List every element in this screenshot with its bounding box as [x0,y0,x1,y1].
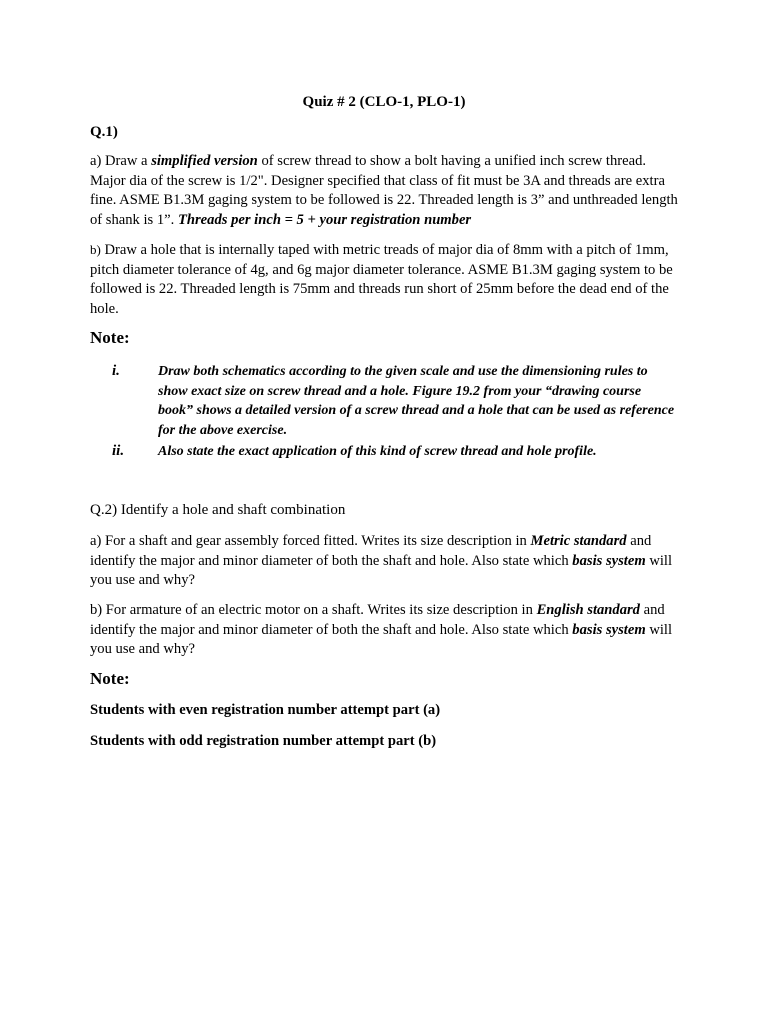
quiz-title: Quiz # 2 (CLO-1, PLO-1) [302,94,466,110]
q1-part-a [90,152,680,230]
q1-heading: Q.1) [90,124,118,140]
q2-part-a [90,532,680,591]
q1-a-label: a) [90,153,102,169]
q2-b-text-1: b) For armature of an electric motor on a shaft. Writes its size description in [90,602,537,618]
q2-a-emphasis-2: basis system [572,552,646,569]
q2-b-emphasis-1: English standard [536,602,640,618]
q2-note-heading: Note: [90,669,130,688]
note-number: i. [112,363,120,379]
q1-a-emphasis-1: simplified version [151,153,258,169]
q2-heading: Q.2) Identify a hole and shaft combination [90,502,346,518]
note-text: Also state the exact application of this kind of screw thread and hole profile. [158,444,597,459]
q1-note-heading: Note: [90,328,130,347]
note-number: ii. [112,443,125,459]
q2-b-text-3: will you use and why? [90,621,673,657]
instruction-odd: Students with odd registration number attempt part (b) [90,733,437,749]
q1-a-text-2: of screw thread to show a bolt having a unified inch screw thread. Major dia of the screw is 1/2". Designer specified that class of fit must be 3A and threads are extra fine. ASME B1.3M gaging system to be followed is 22. Threaded length is 3” and unthreaded length of shank is 1”. [90,153,678,228]
q1-b-text: Draw a hole that is internally taped with metric treads of major dia of 8mm with a pitch of 1mm, pitch diameter tolerance of 4g, and 6g major diameter tolerance. ASME B1.3M gaging system to be followed is 22. Threaded length is 75mm and threads run short of 25mm before the dead end of the hole. [90,242,673,317]
q1-a-text-1: Draw a [101,153,152,169]
note-text: Draw both schematics according to the given scale and use the dimensioning rules to show exact size on screw thread and a hole. Figure 19.2 from your “drawing course book” shows a detailed version of a screw thread and a hole that can be used as reference for the above exercise. [158,364,675,438]
q2-a-text-1: a) For a shaft and gear assembly forced fitted. Writes its size description in [90,533,531,549]
q1-b-label: b) [90,242,101,257]
q2-b-text-2: and identify the major and minor diameter of both the shaft and hole. Also state which [90,602,665,638]
q1-part-b [90,240,680,319]
q2-a-text-2: and identify the major and minor diameter of both the shaft and hole. Also state which [90,533,652,569]
q2-b-emphasis-2: basis system [572,621,646,638]
q2-a-text-3: will you use and why? [90,552,673,588]
q1-a-emphasis-2: Threads per inch = 5 + your registration number [177,211,472,228]
q2-a-emphasis-1: Metric standard [530,533,627,549]
q2-part-b [90,601,680,660]
instruction-even: Students with even registration number attempt part (a) [90,702,441,718]
